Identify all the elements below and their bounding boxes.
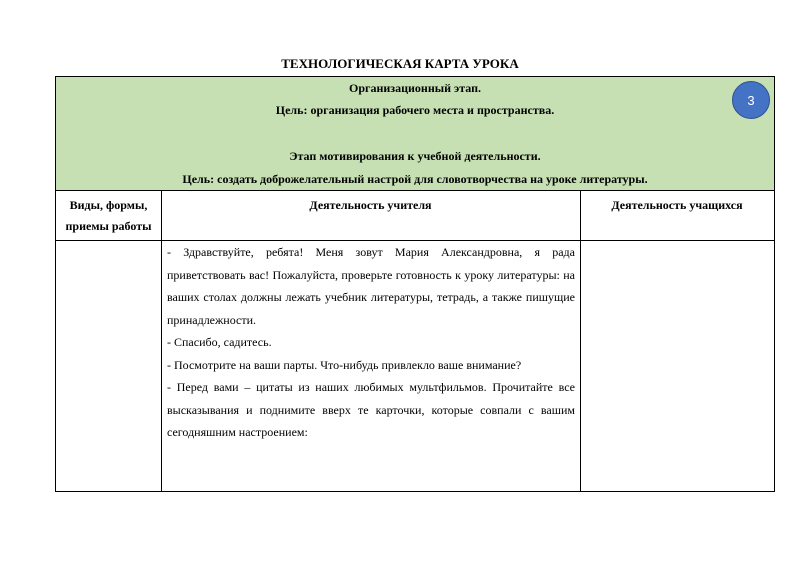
goal-motivation: Цель: создать доброжелательный настрой для словотворчества на уроке литературы. <box>182 172 648 186</box>
stage-motivation: Этап мотивирования к учебной деятельности. <box>289 149 541 163</box>
column-header-teacher: Деятельность учителя <box>309 198 432 212</box>
column-header-forms <box>56 195 161 237</box>
teacher-line: - Перед вами – цитаты из наших любимых мультфильмов. Прочитайте все высказывания и поднимите вверх те карточки, которые совпали с вашим сегодняшним настроением: <box>167 380 575 439</box>
teacher-line: - Спасибо, садитесь. <box>167 335 272 349</box>
stage-organizational: Организационный этап. <box>348 81 482 95</box>
column-divider <box>580 190 581 491</box>
page-number-badge: 3 <box>732 81 770 119</box>
document-title: ТЕХНОЛОГИЧЕСКАЯ КАРТА УРОКА <box>281 56 519 71</box>
lesson-card-table <box>55 76 775 492</box>
teacher-line: - Здравствуйте, ребята! Меня зовут Мария Александровна, я рада приветствовать вас! Пожалуйста, проверьте готовность к уроку литературы: на ваших столах должны лежать учебник литературы, тетрадь, а также пишущие принадлежности. <box>167 245 575 327</box>
teacher-line: - Посмотрите на ваши парты. Что-нибудь привлекло ваше внимание? <box>167 357 522 372</box>
column-header-forms-line2: приемы работы <box>65 219 152 233</box>
column-header-forms-line1: Виды, формы, <box>69 198 148 212</box>
column-header-students: Деятельность учащихся <box>611 198 743 212</box>
teacher-activity-cell <box>167 241 575 444</box>
goal-organizational: Цель: организация рабочего места и пространства. <box>275 103 555 117</box>
stage-header <box>56 77 774 191</box>
column-divider <box>161 190 162 491</box>
